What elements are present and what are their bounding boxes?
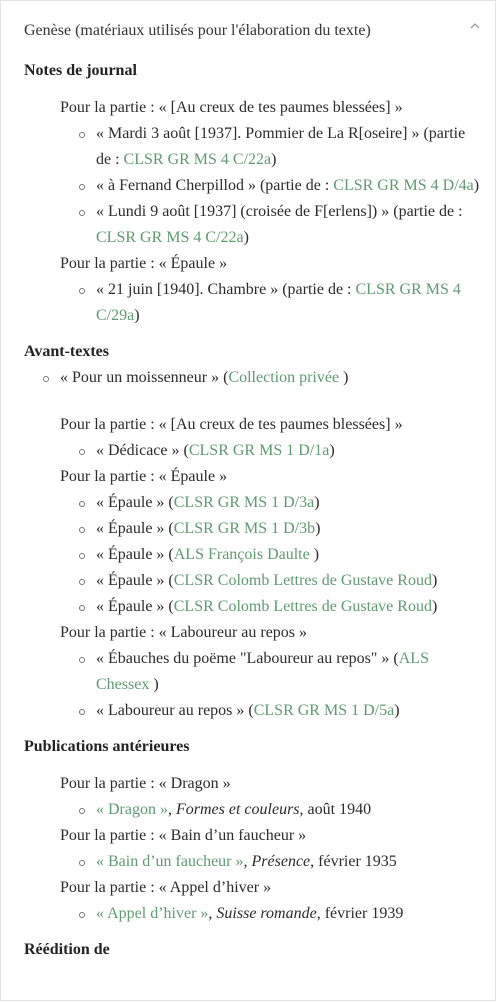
list-item: « Épaule » (CLSR GR MS 1 D/3b)	[60, 516, 484, 542]
list-item: « Dédicace » (CLSR GR MS 1 D/1a)	[60, 438, 484, 464]
section-title-publications: Publications antérieures	[24, 738, 190, 755]
ref-link[interactable]: CLSR GR MS 4 C/22a	[96, 229, 244, 246]
panel-title: Genèse (matériaux utilisés pour l'élaboration du texte)	[24, 22, 371, 39]
ref-link[interactable]: CLSR GR MS 1 D/3a	[173, 494, 315, 511]
list-item: « Bain d’un faucheur », Présence, février 1935	[60, 849, 484, 875]
section-title-notes: Notes de journal	[24, 62, 137, 79]
part-label: Pour la partie : « Épaule »	[60, 255, 228, 272]
panel-content	[24, 58, 484, 963]
ref-link[interactable]: CLSR GR MS 4 C/22a	[123, 151, 272, 168]
list-item: « Épaule » (CLSR Colomb Lettres de Gustave Roud)	[60, 568, 484, 594]
ref-link[interactable]: « Dragon »	[96, 801, 168, 818]
part-label: Pour la partie : « Bain d’un faucheur »	[60, 827, 307, 844]
item-list	[24, 849, 484, 875]
item-list	[24, 797, 484, 823]
item-list	[24, 646, 484, 724]
journal-title: Suisse romande	[216, 905, 317, 922]
part-label: Pour la partie : « Épaule »	[60, 468, 228, 485]
item-list	[24, 901, 484, 927]
list-item: « Épaule » (ALS François Daulte )	[60, 542, 484, 568]
ref-link[interactable]: « Appel d’hiver »	[96, 905, 209, 922]
item-list	[24, 121, 484, 251]
ref-link[interactable]: ALS François Daulte	[173, 546, 310, 563]
panel-header[interactable]	[24, 20, 484, 42]
part-label: Pour la partie : « [Au creux de tes paumes blessées] »	[60, 416, 403, 433]
journal-title: Présence	[251, 853, 311, 870]
item-list	[24, 438, 484, 464]
list-item: « Dragon », Formes et couleurs, août 1940	[60, 797, 484, 823]
ref-link[interactable]: CLSR Colomb Lettres de Gustave Roud	[173, 598, 432, 615]
chevron-up-icon[interactable]	[466, 18, 484, 36]
list-item: « Pour un moissenneur » (Collection privée )	[24, 365, 484, 391]
ref-link[interactable]: CLSR GR MS 4 C/29a	[96, 281, 461, 324]
part-label: Pour la partie : « Laboureur au repos »	[60, 624, 308, 641]
section-title-avant: Avant-textes	[24, 343, 110, 360]
section-title-reedition: Réédition de	[24, 941, 110, 958]
part-label: Pour la partie : « Dragon »	[60, 775, 231, 792]
ref-link[interactable]: « Bain d’un faucheur »	[96, 853, 244, 870]
ref-link[interactable]: ALS Chessex	[96, 650, 429, 693]
ref-link[interactable]: CLSR GR MS 4 D/4a	[333, 177, 474, 194]
ref-link[interactable]: CLSR GR MS 1 D/1a	[188, 442, 330, 459]
list-item: « Épaule » (CLSR Colomb Lettres de Gustave Roud)	[60, 594, 484, 620]
ref-link[interactable]: CLSR GR MS 1 D/3b	[173, 520, 316, 537]
list-item: « à Fernand Cherpillod » (partie de : CLSR GR MS 4 D/4a)	[60, 173, 484, 199]
list-item: « Mardi 3 août [1937]. Pommier de La R[oseire] » (partie de : CLSR GR MS 4 C/22a)	[60, 121, 484, 173]
list-item: « Épaule » (CLSR GR MS 1 D/3a)	[60, 490, 484, 516]
list-item: « Appel d’hiver », Suisse romande, février 1939	[60, 901, 484, 927]
item-list	[24, 490, 484, 620]
ref-link[interactable]: Collection privée	[228, 369, 340, 386]
list-item: « Lundi 9 août [1937] (croisée de F[erlens]) » (partie de : CLSR GR MS 4 C/22a)	[60, 199, 484, 251]
part-label: Pour la partie : « Appel d’hiver »	[60, 879, 272, 896]
item-list	[24, 277, 484, 329]
item-list	[24, 365, 484, 391]
list-item: « Laboureur au repos » (CLSR GR MS 1 D/5a)	[60, 698, 484, 724]
part-label: Pour la partie : « [Au creux de tes paumes blessées] »	[60, 99, 403, 116]
ref-link[interactable]: CLSR Colomb Lettres de Gustave Roud	[173, 572, 432, 589]
list-item: « 21 juin [1940]. Chambre » (partie de : CLSR GR MS 4 C/29a)	[60, 277, 484, 329]
list-item: « Ébauches du poëme "Laboureur au repos" » (ALS Chessex )	[60, 646, 484, 698]
ref-link[interactable]: CLSR GR MS 1 D/5a	[253, 702, 395, 719]
journal-title: Formes et couleurs	[175, 801, 300, 818]
